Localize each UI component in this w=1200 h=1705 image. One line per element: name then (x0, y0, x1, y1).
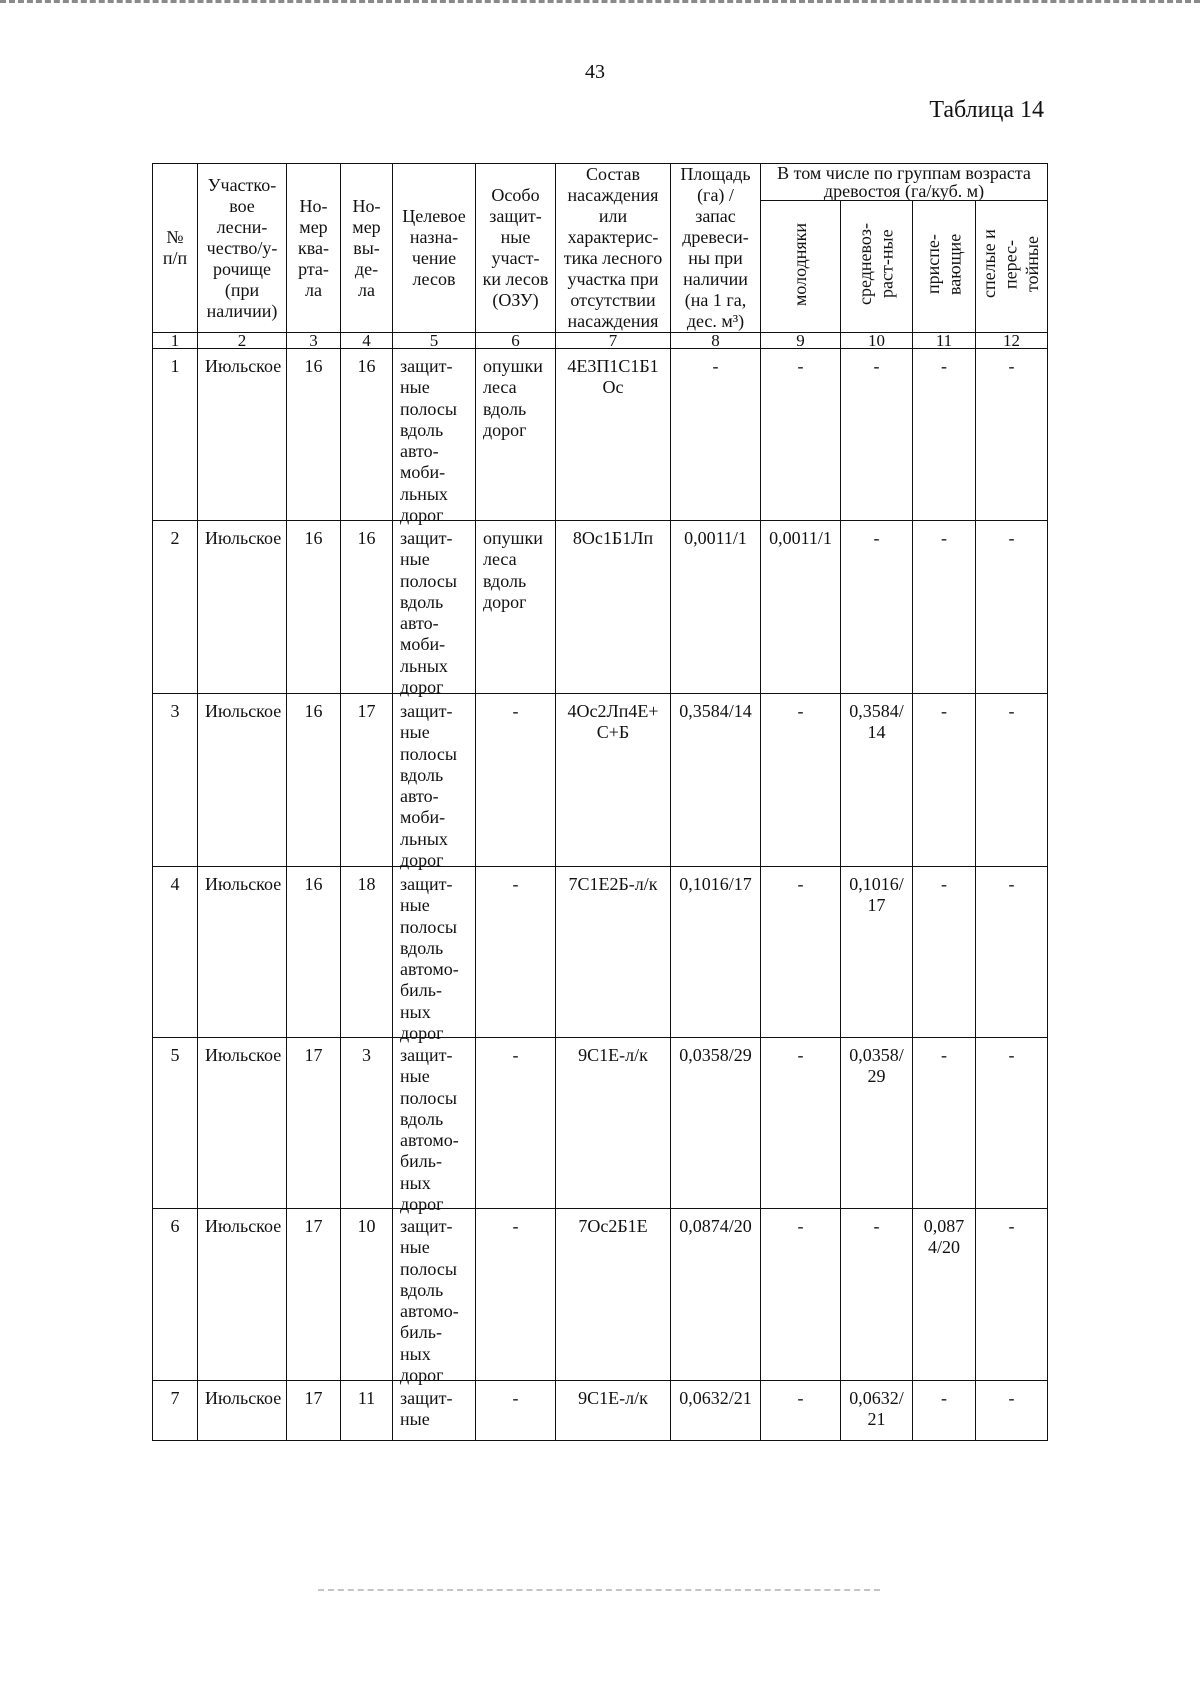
forestry-name: Июльское (205, 1216, 282, 1236)
middle-aged-value: 0,0358/ 29 (849, 1045, 904, 1087)
row-number-cell (153, 1038, 198, 1209)
composition-text-cell (556, 1038, 671, 1209)
purpose-text-cell (393, 1381, 476, 1441)
header-allotment: Но- мер вы- де- ла (341, 164, 393, 333)
middle-aged-value-cell (841, 349, 913, 521)
purpose-text: защит- ные полосы вдоль авто- моби- льных дорог (400, 528, 457, 698)
composition-text-cell (556, 349, 671, 521)
mature-value-cell (976, 867, 1048, 1038)
mature-value: - (1008, 1216, 1015, 1236)
composition-text-cell (556, 1209, 671, 1381)
forestry-name-cell (198, 867, 287, 1038)
header-middle-aged-label: средневоз- раст-ные (855, 223, 897, 306)
ozu-text: - (512, 701, 519, 721)
maturing-value-cell (913, 1381, 976, 1441)
header-ozu: Особо защит- ные участ- ки лесов (ОЗУ) (476, 164, 556, 333)
purpose-text-cell (393, 521, 476, 698)
ozu-text-cell (476, 867, 556, 1038)
middle-aged-value-cell (841, 1038, 913, 1209)
maturing-value: - (941, 874, 947, 894)
area-stock-value-cell (671, 521, 761, 694)
row-number: 4 (170, 874, 180, 894)
young-value: - (797, 356, 804, 376)
area-stock-value-cell (671, 1038, 761, 1209)
purpose-text: защит- ные полосы вдоль автомо- биль- ных дорог (400, 1216, 459, 1386)
quarter-number: 17 (304, 1216, 323, 1236)
forestry-name: Июльское (205, 874, 282, 894)
header-area-stock: Площадь (га) / запас древеси- ны при наличии (на 1 га, дес. м³) (671, 164, 761, 333)
table-row (153, 1209, 1048, 1381)
middle-aged-value-cell (841, 867, 913, 1038)
young-value-cell (761, 349, 841, 521)
allotment-number-cell (341, 694, 393, 867)
table-row (153, 867, 1048, 1038)
quarter-number-cell (287, 349, 341, 521)
area-stock-value: 0,1016/17 (679, 874, 752, 894)
middle-aged-value: - (873, 356, 880, 376)
quarter-number: 16 (304, 874, 323, 894)
maturing-value: - (941, 1045, 947, 1065)
header-mature (976, 201, 1048, 333)
area-stock-value-cell (671, 1381, 761, 1441)
header-middle-aged (841, 201, 913, 333)
allotment-number: 3 (362, 1045, 371, 1065)
middle-aged-value: - (873, 1216, 880, 1236)
header-row (153, 164, 1048, 201)
maturing-value-cell (913, 694, 976, 867)
allotment-number: 17 (357, 701, 376, 721)
header-composition: Состав насаждения или характерис- тика лесного участка при отсутствии насаждения (556, 164, 671, 333)
mature-value: - (1008, 1388, 1015, 1408)
forestry-name-cell (198, 1038, 287, 1209)
table-row (153, 694, 1048, 867)
header-young-label: молодняки (789, 222, 810, 306)
forestry-name-cell (198, 694, 287, 867)
forestry-name-cell (198, 1381, 287, 1441)
row-number: 5 (170, 1045, 180, 1065)
allotment-number: 16 (357, 356, 376, 376)
mature-value-cell (976, 521, 1048, 694)
quarter-number-cell (287, 1209, 341, 1381)
purpose-text-cell (393, 694, 476, 871)
header-maturing-label: приспе- вающие (922, 233, 964, 295)
purpose-text: защит- ные полосы вдоль автомо- биль- ных дорог (400, 874, 459, 1044)
row-number-cell (153, 349, 198, 521)
mature-value-cell (976, 1038, 1048, 1209)
allotment-number: 16 (357, 528, 376, 548)
ozu-text: - (512, 1388, 519, 1408)
mature-value: - (1008, 874, 1015, 894)
ozu-text-cell (476, 349, 556, 521)
maturing-value: - (941, 528, 947, 548)
young-value: - (797, 1388, 804, 1408)
composition-text: 9С1Е-л/к (578, 1045, 648, 1065)
quarter-number-cell (287, 1381, 341, 1441)
middle-aged-value-cell (841, 1381, 913, 1441)
young-value-cell (761, 694, 841, 867)
scan-top-edge (0, 0, 1200, 3)
composition-text-cell (556, 867, 671, 1038)
row-number-cell (153, 1209, 198, 1381)
quarter-number: 16 (304, 528, 323, 548)
middle-aged-value: 0,3584/ 14 (849, 701, 904, 743)
young-value: - (797, 1045, 804, 1065)
allotment-number-cell (341, 1381, 393, 1441)
row-number: 3 (170, 701, 180, 721)
area-stock-value: - (712, 356, 719, 376)
maturing-value-cell (913, 521, 976, 694)
purpose-text-cell (393, 867, 476, 1044)
table-caption: Таблица 14 (929, 97, 1044, 123)
composition-text: 4Ос2Лп4Е+ С+Б (567, 701, 659, 743)
row-number-cell (153, 521, 198, 694)
composition-text-cell (556, 521, 671, 694)
header-mature-label: спелые и перес- тойные (979, 229, 1043, 299)
row-number: 7 (170, 1388, 180, 1408)
allotment-number: 10 (357, 1216, 376, 1236)
header-young (761, 201, 841, 333)
allotment-number-cell (341, 349, 393, 521)
scan-bottom-edge (318, 1589, 880, 1591)
forestry-name: Июльское (205, 1388, 282, 1408)
column-numbers-row (153, 333, 1048, 349)
young-value: - (797, 1216, 804, 1236)
header-row-number: № п/п (153, 164, 198, 333)
purpose-text-cell (393, 1038, 476, 1215)
mature-value: - (1008, 701, 1015, 721)
ozu-text-cell (476, 694, 556, 867)
area-stock-value-cell (671, 694, 761, 867)
area-stock-value: 0,0874/20 (679, 1216, 752, 1236)
quarter-number: 16 (304, 701, 323, 721)
area-stock-value: 0,0632/21 (679, 1388, 752, 1408)
allotment-number-cell (341, 521, 393, 694)
table-row (153, 1381, 1048, 1441)
quarter-number-cell (287, 694, 341, 867)
composition-text: 9С1Е-л/к (578, 1388, 648, 1408)
row-number-cell (153, 867, 198, 1038)
area-stock-value-cell (671, 867, 761, 1038)
quarter-number-cell (287, 521, 341, 694)
allotment-number: 18 (357, 874, 376, 894)
quarter-number: 16 (304, 356, 323, 376)
forest-plots-table (152, 163, 1048, 1441)
column-number: 3 (287, 333, 341, 349)
column-number: 1 (153, 333, 198, 349)
quarter-number: 17 (304, 1045, 323, 1065)
mature-value-cell (976, 349, 1048, 521)
header-quarter: Но- мер ква- рта- ла (287, 164, 341, 333)
composition-text: 7С1Е2Б-л/к (568, 874, 658, 894)
area-stock-value: 0,0011/1 (684, 528, 747, 548)
ozu-text: - (512, 1045, 519, 1065)
allotment-number-cell (341, 1209, 393, 1381)
row-number-cell (153, 1381, 198, 1441)
purpose-text-cell (393, 1209, 476, 1386)
column-number: 8 (671, 333, 761, 349)
mature-value-cell (976, 1381, 1048, 1441)
row-number: 2 (170, 528, 180, 548)
allotment-number: 11 (357, 1388, 376, 1408)
maturing-value: - (941, 1388, 947, 1408)
row-number: 6 (170, 1216, 180, 1236)
composition-text: 4Е3П1С1Б1 Ос (567, 356, 659, 398)
column-number: 11 (913, 333, 976, 349)
ozu-text: - (512, 1216, 519, 1236)
table-row (153, 1038, 1048, 1209)
maturing-value: - (941, 356, 947, 376)
row-number: 1 (170, 356, 180, 376)
young-value-cell (761, 1038, 841, 1209)
mature-value-cell (976, 694, 1048, 867)
forestry-name: Июльское (205, 528, 282, 548)
column-number: 2 (198, 333, 287, 349)
column-number: 10 (841, 333, 913, 349)
composition-text: 7Ос2Б1Е (578, 1216, 648, 1236)
forestry-name: Июльское (205, 1045, 282, 1065)
column-number: 5 (393, 333, 476, 349)
allotment-number-cell (341, 867, 393, 1038)
middle-aged-value-cell (841, 1209, 913, 1381)
purpose-text: защит- ные полосы вдоль авто- моби- льных дорог (400, 356, 457, 526)
maturing-value: 0,087 4/20 (923, 1216, 965, 1258)
row-number-cell (153, 694, 198, 867)
young-value: - (797, 874, 804, 894)
forestry-name-cell (198, 521, 287, 694)
mature-value: - (1008, 1045, 1015, 1065)
forestry-name-cell (198, 1209, 287, 1381)
purpose-text: защит- ные полосы вдоль автомо- биль- ных дорог (400, 1045, 459, 1215)
page-number: 43 (585, 61, 605, 83)
purpose-text: защит- ные полосы вдоль авто- моби- льных дорог (400, 701, 457, 871)
middle-aged-value: 0,0632/ 21 (849, 1388, 904, 1430)
column-number: 12 (976, 333, 1048, 349)
composition-text: 8Ос1Б1Лп (572, 528, 654, 548)
composition-text-cell (556, 694, 671, 867)
purpose-text-cell (393, 349, 476, 526)
young-value-cell (761, 521, 841, 694)
ozu-text-cell (476, 1209, 556, 1381)
middle-aged-value-cell (841, 521, 913, 694)
maturing-value-cell (913, 1038, 976, 1209)
ozu-text: опушки леса вдоль дорог (483, 528, 543, 612)
young-value-cell (761, 1381, 841, 1441)
maturing-value-cell (913, 349, 976, 521)
ozu-text-cell (476, 1038, 556, 1209)
young-value-cell (761, 1209, 841, 1381)
forestry-name-cell (198, 349, 287, 521)
forestry-name: Июльское (205, 356, 282, 376)
middle-aged-value-cell (841, 694, 913, 867)
area-stock-value-cell (671, 1209, 761, 1381)
area-stock-value: 0,3584/14 (679, 701, 752, 721)
allotment-number-cell (341, 1038, 393, 1209)
maturing-value-cell (913, 1209, 976, 1381)
middle-aged-value: 0,1016/ 17 (849, 874, 904, 916)
table-row (153, 349, 1048, 521)
young-value: - (797, 701, 804, 721)
column-number: 9 (761, 333, 841, 349)
ozu-text-cell (476, 521, 556, 694)
mature-value: - (1008, 528, 1015, 548)
column-number: 6 (476, 333, 556, 349)
header-age-groups: В том числе по группам возраста древостоя (га/куб. м) (761, 164, 1048, 201)
maturing-value-cell (913, 867, 976, 1038)
middle-aged-value: - (873, 528, 880, 548)
column-number: 4 (341, 333, 393, 349)
composition-text-cell (556, 1381, 671, 1441)
area-stock-value: 0,0358/29 (679, 1045, 752, 1065)
area-stock-value-cell (671, 349, 761, 521)
maturing-value: - (941, 701, 947, 721)
forestry-name: Июльское (205, 701, 282, 721)
ozu-text: опушки леса вдоль дорог (483, 356, 543, 440)
ozu-text-cell (476, 1381, 556, 1441)
header-maturing (913, 201, 976, 333)
quarter-number: 17 (304, 1388, 323, 1408)
quarter-number-cell (287, 1038, 341, 1209)
young-value: 0,0011/1 (769, 528, 832, 548)
purpose-text: защит- ные (400, 1388, 453, 1430)
column-number: 7 (556, 333, 671, 349)
mature-value-cell (976, 1209, 1048, 1381)
ozu-text: - (512, 874, 519, 894)
table-row (153, 521, 1048, 694)
header-purpose: Целевое назна- чение лесов (393, 164, 476, 333)
young-value-cell (761, 867, 841, 1038)
mature-value: - (1008, 356, 1015, 376)
header-forestry: Участко- вое лесни- чество/у- рочище (при наличии) (198, 164, 287, 333)
quarter-number-cell (287, 867, 341, 1038)
